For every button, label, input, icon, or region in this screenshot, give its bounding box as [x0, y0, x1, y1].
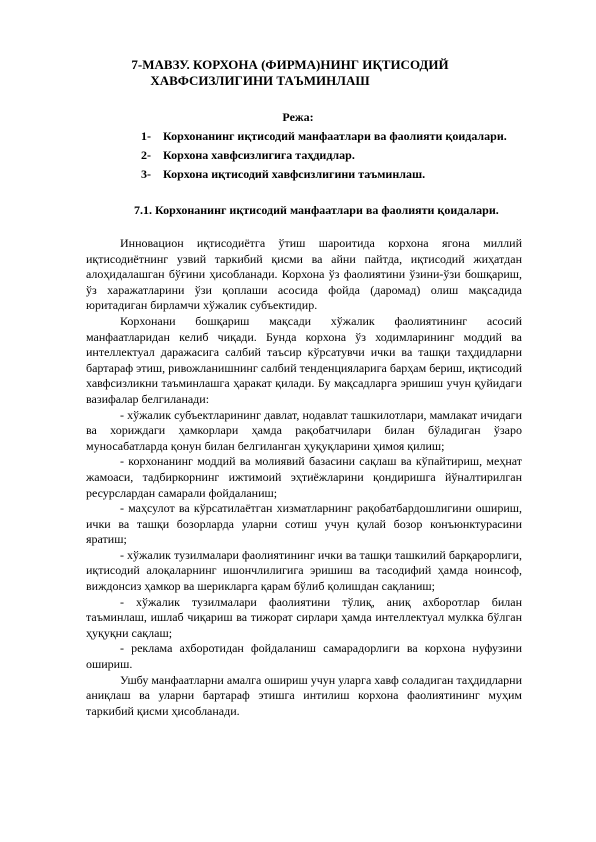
- list-item: - хўжалик тузилмалари фаолиятининг ички ва ташқи ташкилий барқарорлиги, иқтисодий алоқаларнинг ишончлилигига эришиш ва тасодифий ҳамда ноинсоф, виждонсиз ҳамкор ва шерикларга қарам бўлиб қолишдан сақланиш;: [86, 547, 522, 594]
- plan-item-2: [141, 148, 355, 163]
- plan-item-number: 1-: [141, 129, 151, 143]
- list-item: - хўжалик субъектларининг давлат, нодавлат ташкилотлари, мамлакат ичидаги ва хориждаги ҳамкорлари ҳамда рақобатчилари билан бўладиган ўзаро муносабатларда қонун билан белгиланган ҳуқуқларини ҳимоя қилиш;: [86, 407, 522, 453]
- plan-item-text: Корхонанинг иқтисодий манфаатлари ва фаолияти қоидалари.: [163, 129, 507, 143]
- paragraph: Корхонани бошқариш мақсади хўжалик фаолиятининг асосий манфаатларидан келиб чиқади. Бунда корхона ўз ходимларининг моддий ва интеллектуал даражасига салбий таъсир кўрсатувчи ички ва ташқи таҳдидларни бартараф этиш, ривожланишнинг салбий тенденцияларига барҳам бериш, иқтисодий хавфсизликни таъминлашга ҳаракат қилади. Бу мақсадларга эришиш учун қуйидаги вазифалар белгиланади:: [86, 313, 522, 406]
- chapter-title-line-1: 7-МАВЗУ. КОРХОНА (ФИРМА)НИНГ ИҚТИСОДИЙ: [131, 57, 449, 72]
- plan-title: Режа:: [282, 110, 314, 124]
- body-text: [86, 236, 522, 719]
- list-item: - хўжалик тузилмалари фаолиятини тўлиқ, аниқ ахборотлар билан таъминлаш, ишлаб чиқариш ва тижорат сирлари ҳамда интеллектуал мулкка бўлган ҳуқуқни сақлаш;: [86, 594, 522, 640]
- paragraph: Инновацион иқтисодиётга ўтиш шароитида корхона ягона миллий иқтисодиётнинг узвий таркибий қисми ва айни пайтда, иқтисодий жиҳатдан алоҳидалашган бўғини ҳисобланади. Корхона ўз фаолиятини ўзини-ўзи бошқариш, ўз харажатларини ўзи қоплаши асосида фойда (даромад) олиш мақсадида юритадиган бирламчи хўжалик субъектидир.: [86, 236, 522, 313]
- plan-item-1: [141, 129, 507, 144]
- plan-item-3: [141, 167, 425, 182]
- chapter-title-line-2: ХАВФСИЗЛИГИНИ ТАЪМИНЛАШ: [150, 73, 370, 88]
- plan-item-text: Корхона хавфсизлигига таҳдидлар.: [163, 148, 355, 162]
- plan-item-number: 2-: [141, 148, 151, 162]
- paragraph: Ушбу манфаатларни амалга ошириш учун уларга хавф соладиган таҳдидларни аниқлаш ва уларни бартараф этишга интилиш корхона фаолиятининг муҳим таркибий қисми ҳисобланади.: [86, 672, 522, 718]
- list-item: - реклама ахборотидан фойдаланиш самарадорлиги ва корхона нуфузини ошириш.: [86, 641, 522, 672]
- list-item: - корхонанинг моддий ва молиявий базасини сақлаш ва кўпайтириш, меҳнат жамоаси, тадбиркорнинг ижтимоий эҳтиёжларини қондиришга йўналтирилган ресурслардан самарали фойдаланиш;: [86, 454, 522, 500]
- plan-item-number: 3-: [141, 167, 151, 181]
- plan-item-text: Корхона иқтисодий хавфсизлигини таъминлаш.: [163, 167, 426, 181]
- section-title: 7.1. Корхонанинг иқтисодий манфаатлари ва фаолияти қоидалари.: [134, 203, 499, 217]
- list-item: - маҳсулот ва кўрсатилаётган хизматларнинг рақобатбардошлигини ошириш, ички ва ташқи бозорларда уларни сотиш учун қулай бозор конъюнктурасини яратиш;: [86, 501, 522, 547]
